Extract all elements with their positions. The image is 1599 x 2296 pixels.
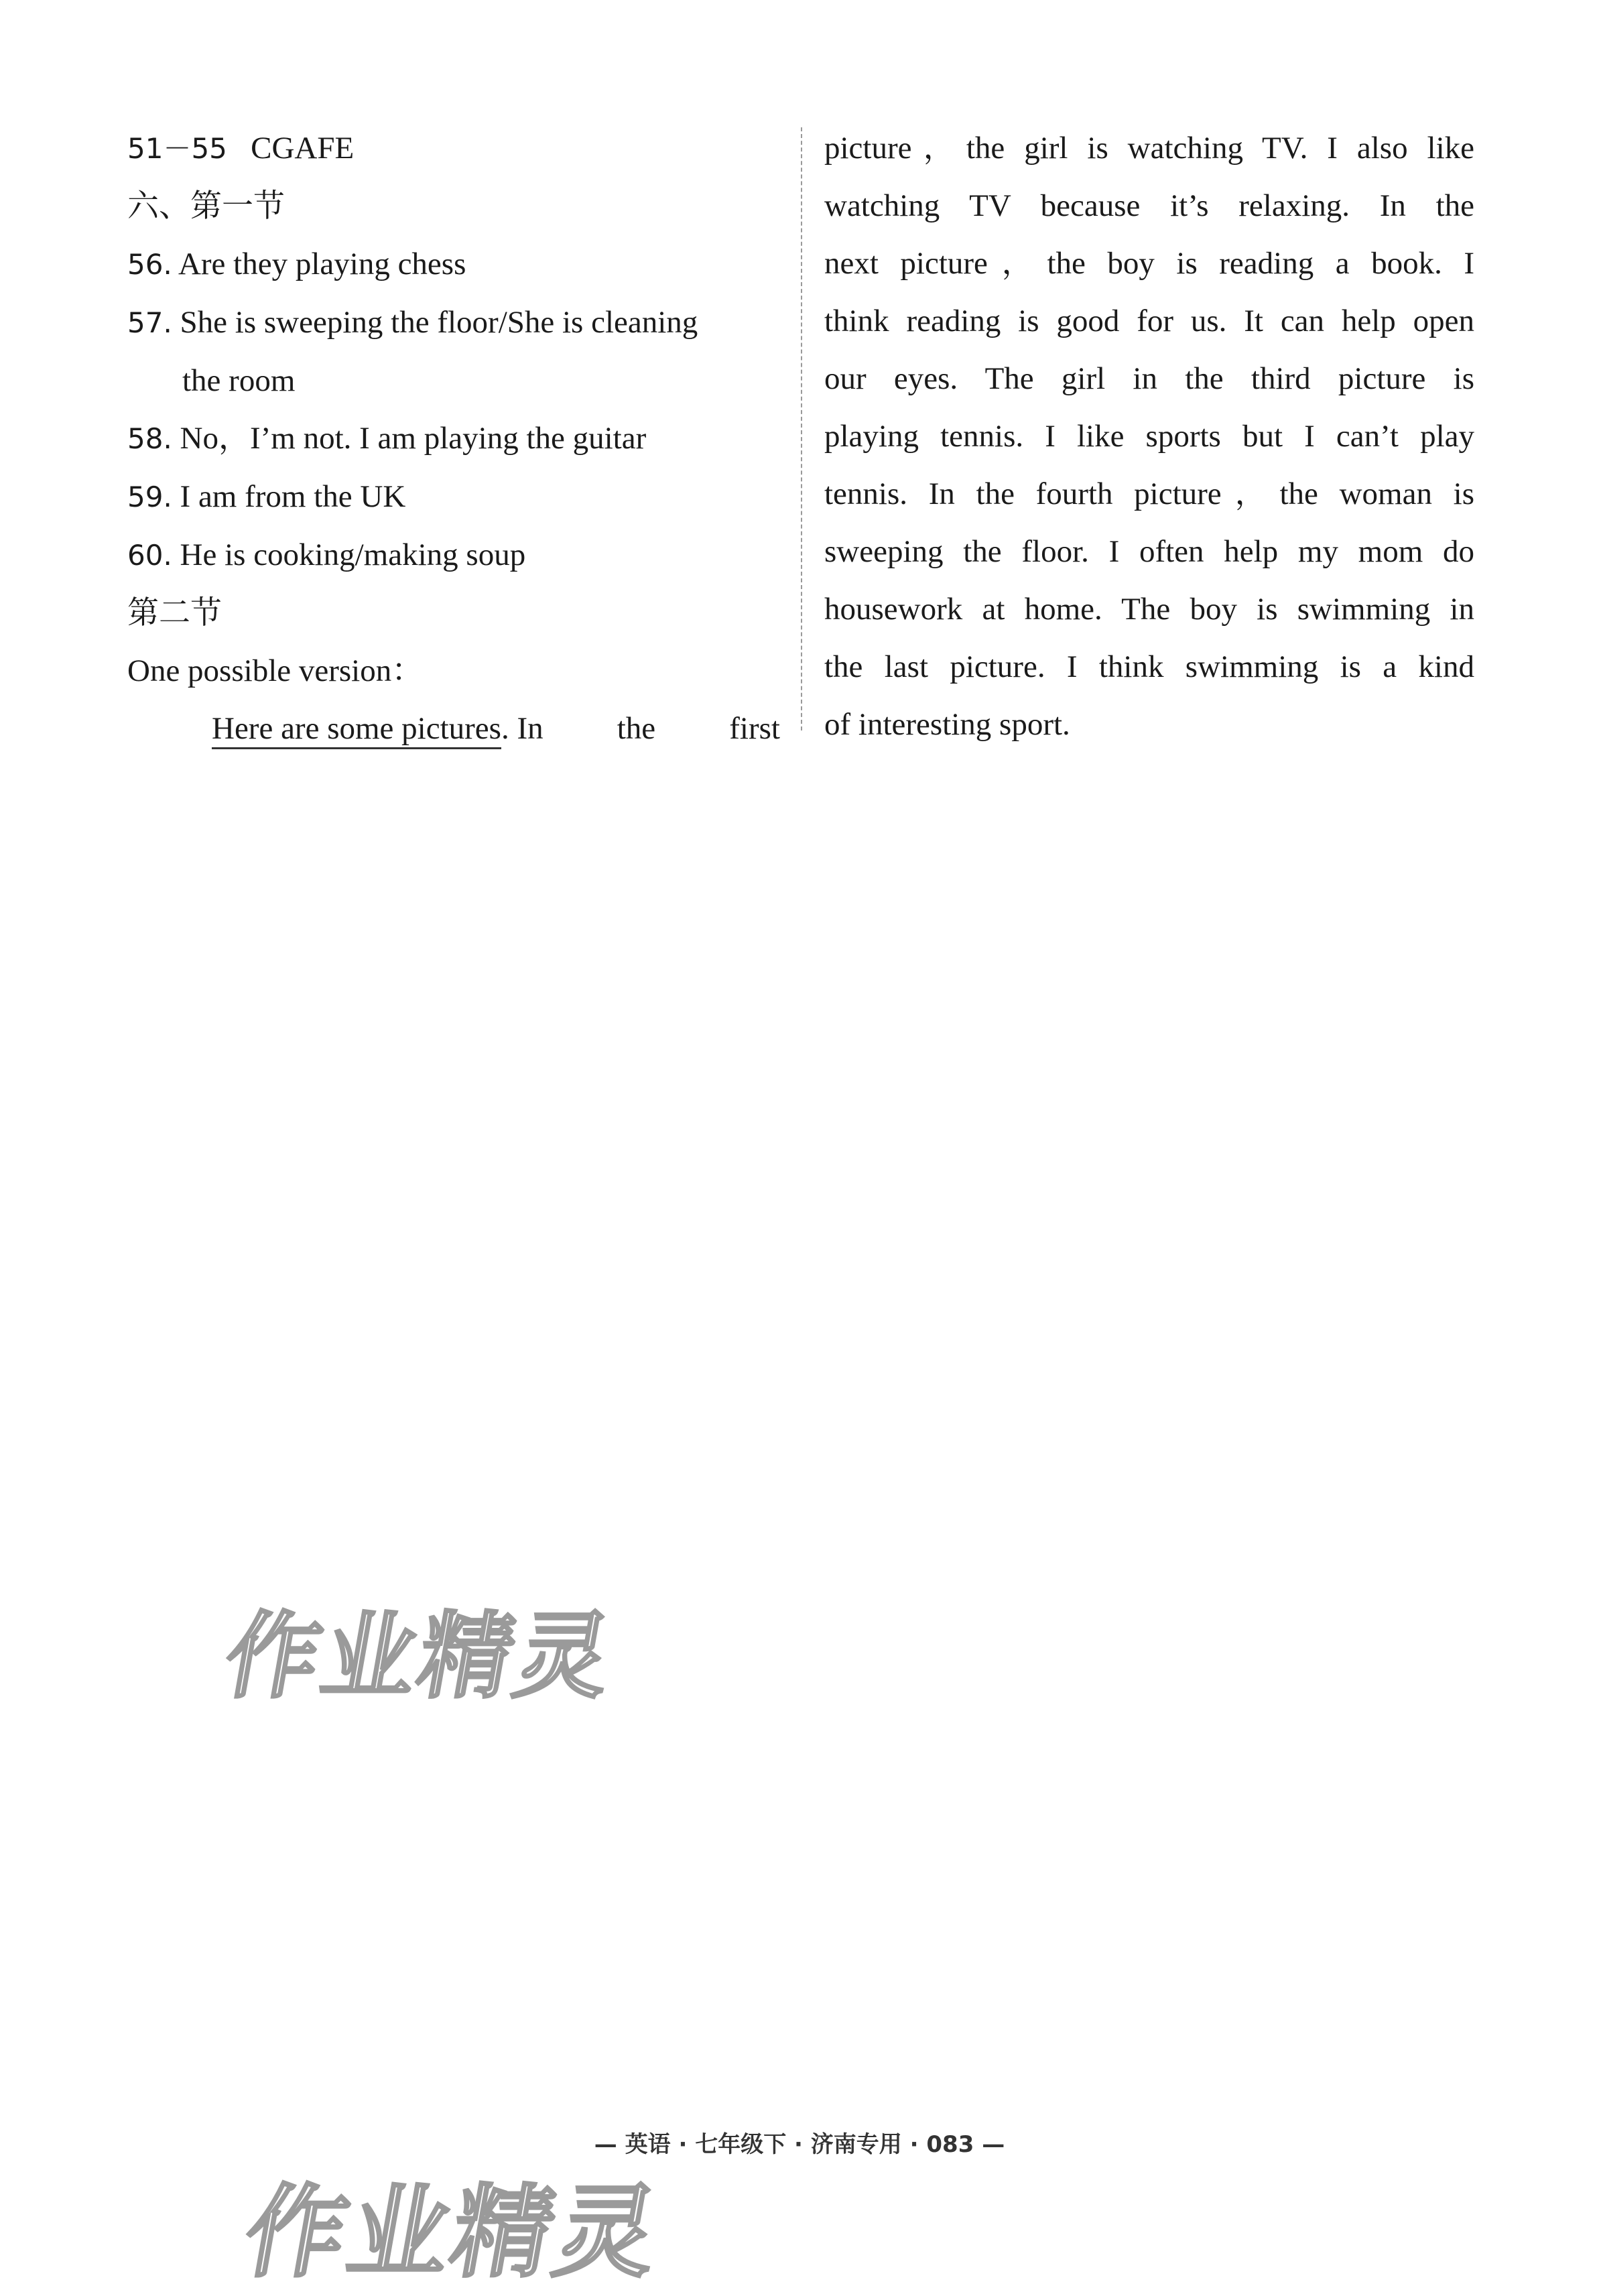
answer-text: CGAFE: [251, 131, 355, 166]
version-label: One possible version：: [127, 653, 424, 688]
section-heading-part1: 六、第一节: [127, 189, 285, 224]
answer-text: I am from the UK: [180, 479, 406, 514]
right-column: [824, 119, 1474, 753]
answer-text: He is cooking/making soup: [180, 537, 526, 572]
essay-line: sweeping the floor. I often help my mom do: [824, 534, 1474, 569]
answer-text: She is sweeping the floor/She is cleaning: [180, 305, 698, 340]
essay-line: of interesting sport.: [824, 707, 1070, 742]
answer-58: [127, 409, 784, 468]
essay-first-line: [127, 700, 784, 757]
watermark-logo: 作业精灵: [236, 2175, 669, 2291]
answer-text: No，I’m not. I am playing the guitar: [180, 421, 647, 456]
question-number: 60.: [127, 539, 172, 572]
answer-57-continued: the room: [182, 363, 296, 398]
essay-line: playing tennis. I like sports but I can’t play: [824, 419, 1474, 454]
essay-line: tennis. In the fourth picture，the woman is: [824, 476, 1474, 511]
question-number: 51－55: [127, 132, 227, 165]
essay-text: . In: [501, 711, 543, 746]
essay-line: think reading is good for us. It can help open: [824, 304, 1474, 338]
column-divider: [801, 127, 802, 730]
essay-text: the: [617, 711, 656, 746]
essay-line: next picture，the boy is reading a book. I: [824, 246, 1474, 281]
essay-line: the last picture. I think swimming is a kind: [824, 649, 1474, 684]
question-number: 56.: [127, 248, 172, 281]
answer-60: [127, 526, 784, 584]
answer-57: [127, 294, 784, 352]
essay-underlined-phrase: Here are some pictures: [212, 711, 501, 749]
essay-line: our eyes. The girl in the third picture is: [824, 361, 1474, 396]
section-heading-part2: 第二节: [127, 596, 222, 631]
question-number: 59.: [127, 481, 172, 513]
essay-line: picture，the girl is watching TV. I also like: [824, 131, 1474, 166]
answer-56: [127, 235, 784, 294]
question-number: 57.: [127, 306, 172, 339]
answer-59: [127, 468, 784, 526]
page-footer: — 英语 · 七年级下 · 济南专用 · 083 —: [594, 2131, 1005, 2158]
question-number: 58.: [127, 422, 172, 455]
essay-line: housework at home. The boy is swimming in: [824, 592, 1474, 627]
essay-text: first: [729, 711, 780, 746]
watermark-logo: 作业精灵: [216, 1602, 623, 1712]
answer-51-55: [127, 119, 784, 178]
left-column: [127, 119, 784, 757]
essay-line: watching TV because it’s relaxing. In the: [824, 188, 1474, 223]
answer-text: Are they playing chess: [178, 247, 466, 281]
